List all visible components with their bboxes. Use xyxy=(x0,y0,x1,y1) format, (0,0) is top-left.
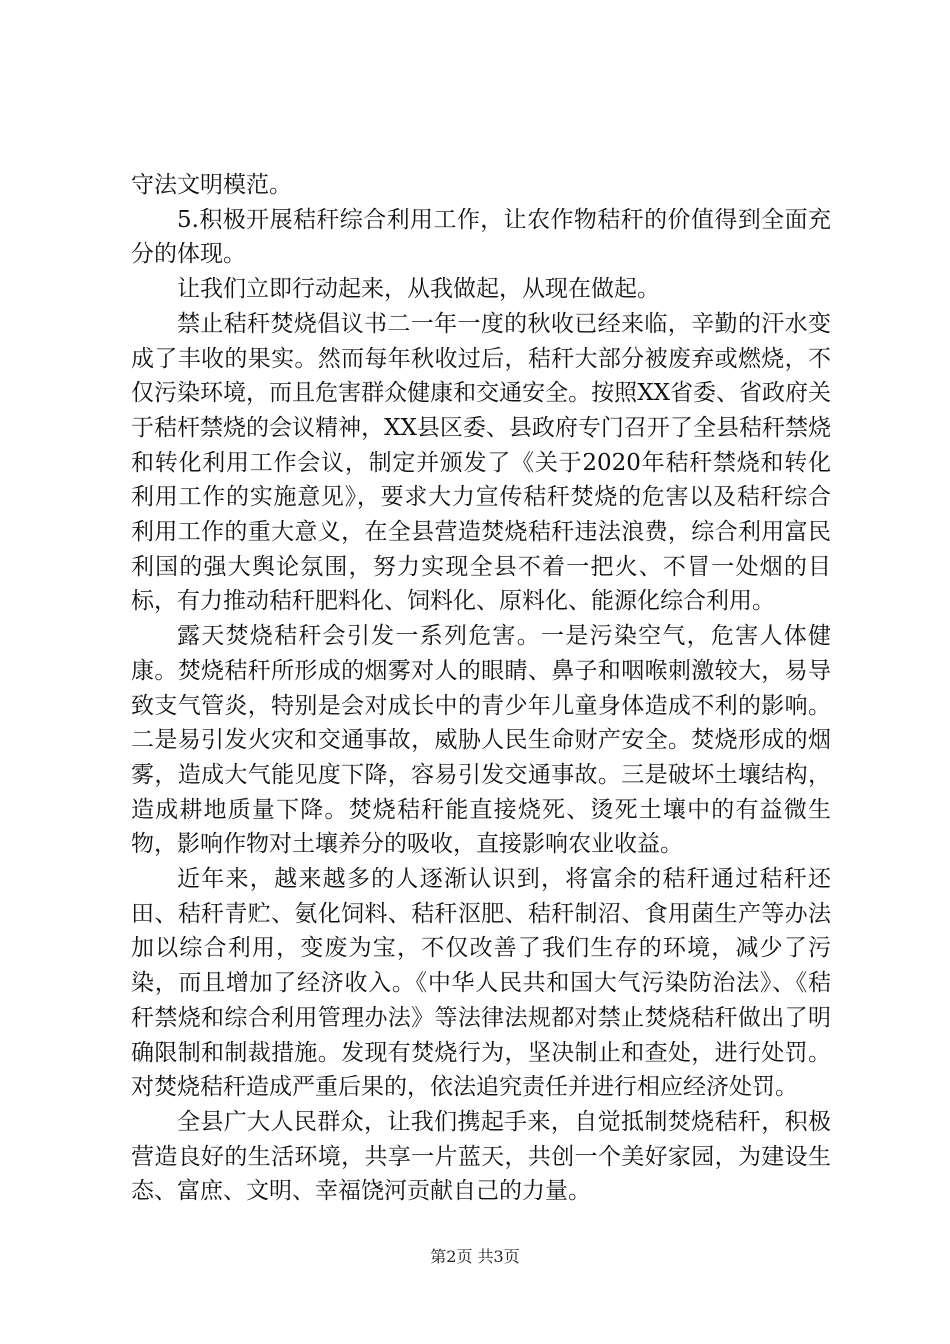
paragraph-proposal-intro: 禁止秸秆焚烧倡议书二一年一度的秋收已经来临，辛勤的汗水变成了丰收的果实。然而每年秋收过后，秸秆大部分被废弃或燃烧，不仅污染环境，而且危害群众健康和交通安全。按照XX省委、省政府关于秸杆禁烧的会议精神，XX县区委、县政府专门召开了全县秸秆禁烧和转化利用工作会议，制定并颁发了《关于2020年秸秆禁烧和转化利用工作的实施意见》，要求大力宣传秸秆焚烧的危害以及秸秆综合利用工作的重大意义，在全县营造焚烧秸秆违法浪费，综合利用富民利国的强大舆论氛围，努力实现全县不着一把火、不冒一处烟的目标，有力推动秸秆肥料化、饲料化、原料化、能源化综合利用。 xyxy=(131,310,831,615)
paragraph-call-to-action: 让我们立即行动起来，从我做起，从现在做起。 xyxy=(177,276,660,303)
paragraph-item-5: 5.积极开展秸秆综合利用工作，让农作物秸秆的价值得到全面充分的体现。 xyxy=(131,206,831,268)
paragraph-closing: 全县广大人民群众，让我们携起手来，自觉抵制焚烧秸秆，积极营造良好的生活环境，共享一片蓝天，共创一个美好家园，为建设生态、富庶、文明、幸福饶河贡献自己的力量。 xyxy=(131,1108,831,1205)
paragraph-utilization: 近年来，越来越多的人逐渐认识到，将富余的秸秆通过秸秆还田、秸秆青贮、氨化饲料、秸秆沤肥、秸秆制沼、食用菌生产等办法加以综合利用，变废为宝，不仅改善了我们生存的环境，减少了污染，而且增加了经济收入。《中华人民共和国大气污染防治法》、《秸秆禁烧和综合利用管理办法》等法律法规都对禁止焚烧秸秆做出了明确限制和制裁措施。发现有焚烧行为，坚决制止和查处，进行处罚。对焚烧秸秆造成严重后果的，依法追究责任并进行相应经济处罚。 xyxy=(131,866,831,1101)
paragraph-continuation: 守法文明模范。 xyxy=(131,172,292,198)
paragraph-hazards: 露天焚烧秸秆会引发一系列危害。一是污染空气，危害人体健康。焚烧秸秆所形成的烟雾对人的眼睛、鼻子和咽喉刺激较大，易导致支气管炎，特别是会对成长中的青少年儿童身体造成不利的影响。二是易引发火灾和交通事故，威胁人民生命财产安全。焚烧形成的烟雾，造成大气能见度下降，容易引发交通事故。三是破坏土壤结构，造成耕地质量下降。焚烧秸秆能直接烧死、烫死土壤中的有益微生物，影响作物对土壤养分的吸收，直接影响农业收益。 xyxy=(131,623,831,858)
document-body xyxy=(131,168,831,1209)
page-number-footer: 第2页 共3页 xyxy=(430,1247,520,1266)
